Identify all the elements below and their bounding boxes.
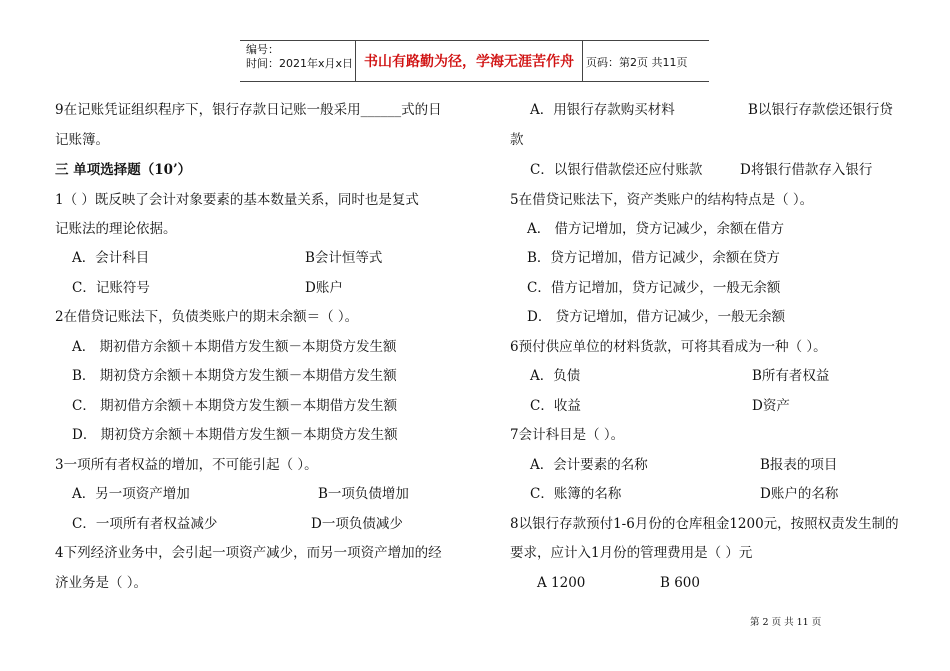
q4-option-a: A．用银行存款购买材料 [530, 102, 675, 118]
header-table [240, 40, 709, 82]
q4-option-d: D将银行借款存入银行 [740, 162, 873, 178]
q4-line2: 济业务是（ ）。 [55, 575, 148, 591]
q7-option-b: B报表的项目 [760, 457, 838, 473]
q6-option-c: C．收益 [530, 398, 581, 414]
q4-option-c: C．以银行借款偿还应付账款 [530, 162, 703, 178]
q8-option-b: B 600 [660, 575, 700, 591]
q3-option-d: D一项负债减少 [311, 516, 403, 532]
q2-option-b: B． 期初贷方余额＋本期贷方发生额－本期借方发生额 [72, 368, 397, 384]
q3-option-c: C．一项所有者权益减少 [72, 516, 218, 532]
q8-line1: 8以银行存款预付1-6月份的仓库租金1200元，按照权责发生制的 [510, 516, 899, 532]
q1-line1: 1（ ）既反映了会计对象要素的基本数量关系，同时也是复式 [55, 192, 419, 208]
q7-stem: 7会计科目是（ ）。 [510, 427, 625, 443]
q6-option-b: B所有者权益 [752, 368, 830, 384]
q3-option-a: A．另一项资产增加 [72, 486, 190, 502]
section-title: 三 单项选择题（10’） [55, 162, 192, 178]
q7-option-d: D账户的名称 [760, 486, 839, 502]
q6-option-a: A．负债 [530, 368, 581, 384]
q1-option-a: A．会计科目 [72, 250, 150, 266]
q1-line2: 记账法的理论依据。 [55, 221, 177, 237]
q6-stem: 6预付供应单位的材料货款，可将其看成为一种（ ）。 [510, 339, 827, 355]
q2-stem: 2在借贷记账法下，负债类账户的期末余额＝（ ）。 [55, 309, 359, 325]
header-time-label: 时间：2021年x月x日 [246, 57, 354, 70]
q8-line2: 要求，应计入1月份的管理费用是（ ）元 [510, 545, 753, 561]
q9-line2: 记账簿。 [55, 132, 109, 148]
q7-option-a: A．会计要素的名称 [530, 457, 648, 473]
q1-option-b: B会计恒等式 [305, 250, 383, 266]
header-number-label: 编号： [246, 43, 279, 56]
header-meta [246, 43, 353, 71]
q5-option-a: A． 借方记增加，贷方记减少，余额在借方 [527, 221, 785, 237]
q6-option-d: D资产 [752, 398, 790, 414]
q8-option-a: A 1200 [537, 575, 586, 591]
q2-option-a: A． 期初借方余额＋本期借方发生额－本期贷方发生额 [72, 339, 397, 355]
q2-option-d: D． 期初贷方余额＋本期借方发生额－本期贷方发生额 [72, 427, 398, 443]
q4-option-b-cont: 款 [510, 132, 524, 148]
q9-line1: 9在记账凭证组织程序下，银行存款日记账一般采用______式的日 [55, 102, 442, 118]
footer-page-number: 第 2 页 共 11 页 [750, 617, 822, 628]
q4-option-b: B以银行存款偿还银行贷 [748, 102, 893, 118]
header-motto: 书山有路勤为径，学海无涯苦作舟 [355, 41, 583, 81]
q2-option-c: C． 期初借方余额＋本期贷方发生额－本期借方发生额 [72, 398, 398, 414]
q7-option-c: C．账簿的名称 [530, 486, 622, 502]
header-page-label: 页码：第2页 共11页 [586, 56, 688, 69]
q4-line1: 4下列经济业务中，会引起一项资产减少，而另一项资产增加的经 [55, 545, 442, 561]
q3-option-b: B一项负债增加 [318, 486, 409, 502]
q5-stem: 5在借贷记账法下，资产类账户的结构特点是（ ）。 [510, 192, 814, 208]
q5-option-c: C．借方记增加，贷方记减少，一般无余额 [527, 280, 781, 296]
q1-option-d: D账户 [305, 280, 343, 296]
q3-stem: 3一项所有者权益的增加，不可能引起（ ）。 [55, 457, 318, 473]
q1-option-c: C．记账符号 [72, 280, 150, 296]
q5-option-d: D． 贷方记增加，借方记减少，一般无余额 [527, 309, 786, 325]
q5-option-b: B．贷方记增加，借方记减少，余额在贷方 [527, 250, 780, 266]
